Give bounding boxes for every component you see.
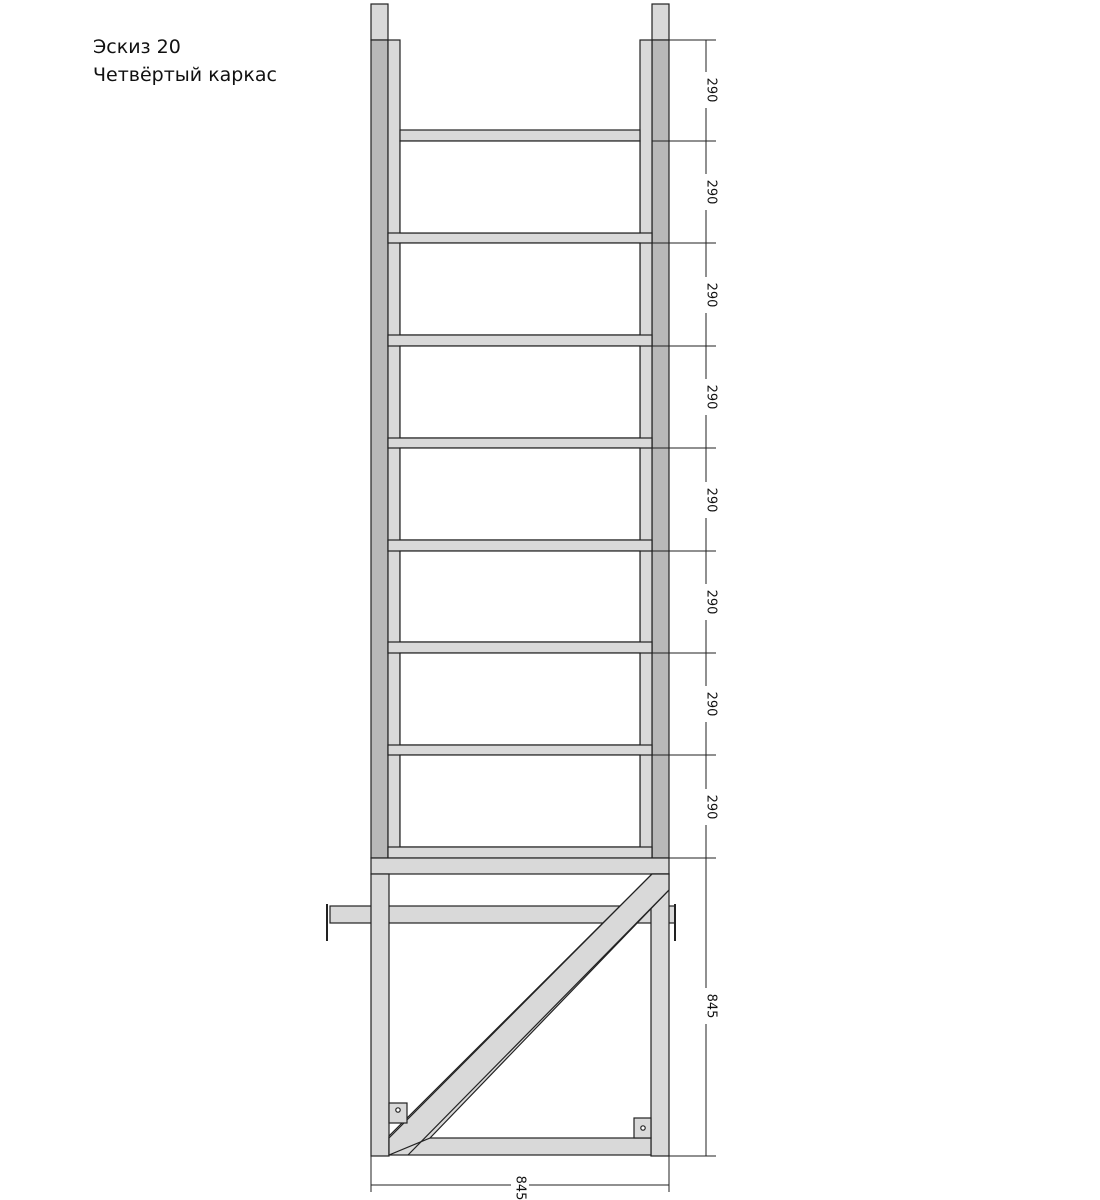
dim-step-6: 290 <box>703 589 719 615</box>
dim-step-1: 290 <box>703 77 719 103</box>
dim-step-2: 290 <box>703 179 719 205</box>
sketch-number: Эскиз 20 <box>93 36 181 58</box>
step-4 <box>388 346 652 448</box>
dim-step-5: 290 <box>703 487 719 513</box>
dim-base-width: 845 <box>512 1175 528 1200</box>
step-2 <box>388 141 652 243</box>
step-6 <box>388 551 652 653</box>
right-rail <box>640 4 669 858</box>
dim-step-7: 290 <box>703 691 719 717</box>
steps <box>388 130 652 858</box>
step-8 <box>388 755 652 858</box>
base-frame <box>327 858 675 1156</box>
dim-step-3: 290 <box>703 282 719 308</box>
dim-step-4: 290 <box>703 384 719 410</box>
vertical-dimension-labels <box>697 72 719 1024</box>
step-3 <box>388 243 652 346</box>
sketch-subtitle: Четвёртый каркас <box>93 64 277 86</box>
step-5 <box>388 448 652 551</box>
step-7 <box>388 653 652 755</box>
dim-base-height: 845 <box>703 993 719 1019</box>
left-mount-plate <box>389 1103 407 1123</box>
left-rail <box>371 4 400 858</box>
dim-step-8: 290 <box>703 794 719 820</box>
step-1 <box>400 130 640 141</box>
